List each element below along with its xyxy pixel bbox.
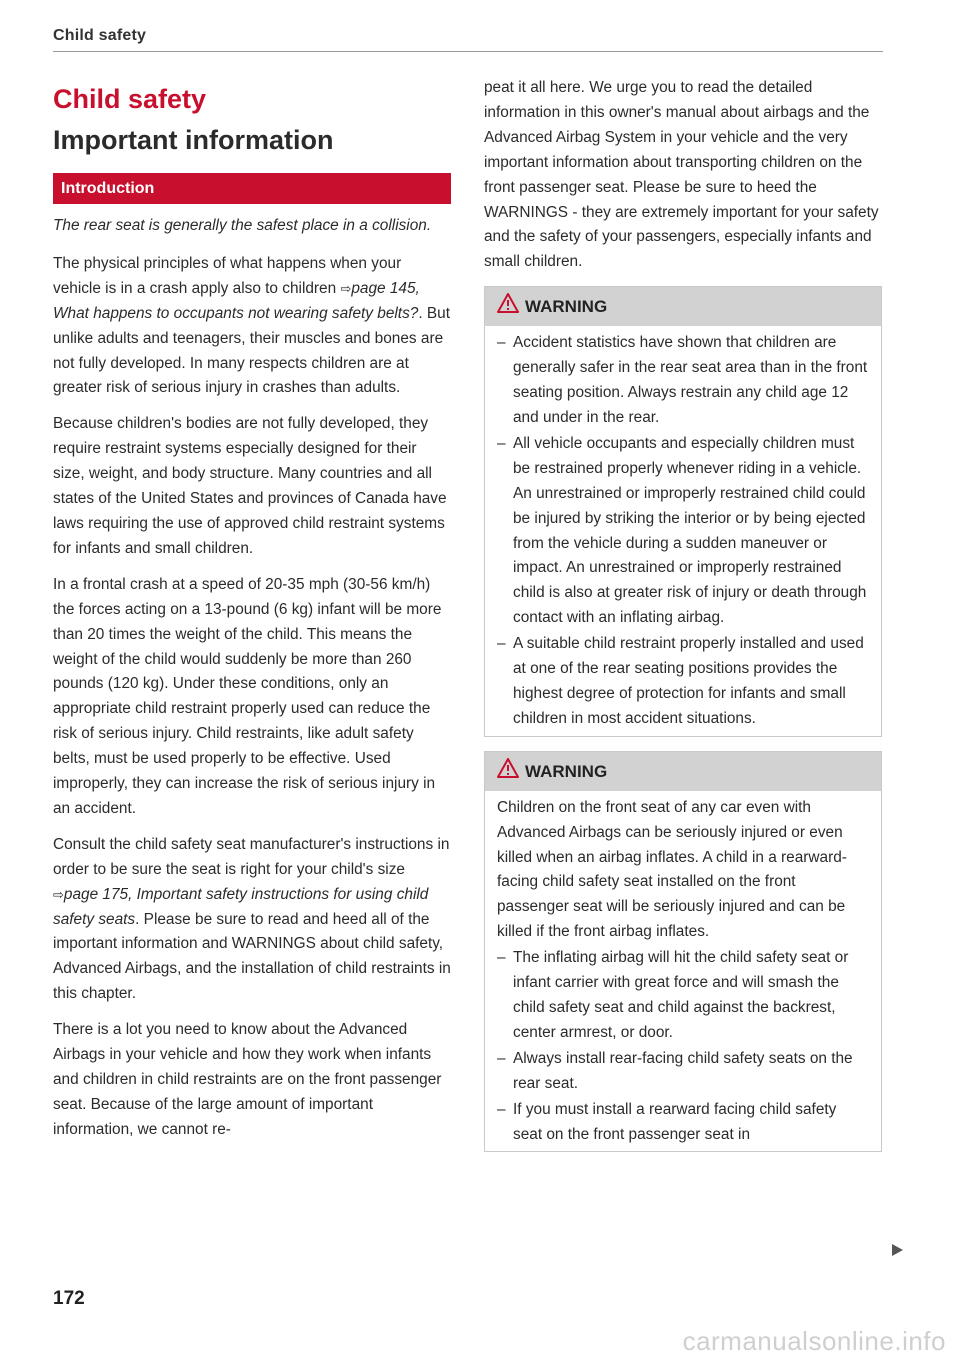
warning-box-1 (484, 286, 882, 737)
warning-body (485, 791, 881, 1152)
watermark: carmanualsonline.info (682, 1326, 946, 1356)
continued-arrow-icon (892, 1244, 903, 1256)
paragraph-advanced-airbags-continued: peat it all here. We urge you to read the detailed information in this owner's manual about airbags and the Advanced Airbag System in your vehicle and the very important information about transporting children on the front passenger seat. Please be sure to heed the WARNINGS - they are extremely important for your safety and the safety of your passengers, especially infants and small children. (484, 79, 879, 271)
warning-item: – A suitable child restraint properly installed and used at one of the rear seating positions provides the highest degree of protection for infants and small children in most accident situations. (497, 632, 869, 732)
warning-box-2 (484, 751, 882, 1153)
para4-text-b: . Please be sure to read and heed all of the important information and WARNINGS about child safety, Advanced Airbags, and the installation of child restraints in this chapter. (53, 910, 451, 1003)
para1-text-a: The physical principles of what happens when your vehicle is in a crash apply also to children (53, 254, 402, 297)
warning-item: – All vehicle occupants and especially children must be restrained properly whenever riding in a vehicle. An unrestrained or improperly restrained child could be injured by striking the interior or by being ejected from the vehicle during a sudden maneuver or impact. An unrestrained or improperly restrained child is also at greater risk of injury or death through contact with an inflating airbag. (497, 432, 869, 631)
warning-item: – Always install rear-facing child safety seats on the rear seat. (497, 1047, 869, 1097)
warning-item: – If you must install a rearward facing child safety seat on the front passenger seat in (497, 1098, 869, 1148)
warning-label: WARNING (525, 761, 608, 781)
warning-item: – Accident statistics have shown that children are generally safer in the rear seat area than in the front seating position. Always restrain any child age 12 and under in the rear. (497, 331, 869, 431)
introduction-heading: Introduction (53, 173, 451, 204)
page-145-ref: page 145, What happens to occupants not wearing safety belts? (53, 279, 420, 322)
para4-text-a: Consult the child safety seat manufacturer's instructions in order to be sure the seat is right for your child's size (53, 835, 450, 878)
warning-header (485, 287, 881, 326)
warning-header (485, 752, 881, 791)
section-title: Important information (53, 125, 334, 155)
warning-triangle-icon (497, 288, 519, 327)
arrow-right-icon: ⇨ (340, 280, 352, 296)
paragraph-crash-forces: In a frontal crash at a speed of 20-35 mph (30-56 km/h) the forces acting on a 13-pound (6 kg) infant will be more than 20 times the weight of the child. This means the weight of the child would suddenly be more than 260 pounds (120 kg). Under these conditions, only an appropriate child restraint properly used can reduce the risk of serious injury. Child restraints, like adult safety belts, must be used properly to be effective. Used improperly, they can increase the risk of serious injury in an accident. (53, 575, 442, 817)
para1-text-b: . But unlike adults and teenagers, their muscles and bones are not fully developed. In many respects children are at greater risk of serious injury in crashes than adults. (53, 304, 450, 397)
right-column (484, 76, 882, 1166)
paragraph-restraint-laws: Because children's bodies are not fully developed, they require restraint systems especially designed for their size, weight, and body structure. Many countries and all states of the United States and provinces of Canada have laws requiring the use of approved child restraint systems for infants and small children. (53, 415, 447, 557)
warning-intro: Children on the front seat of any car even with Advanced Airbags can be seriously injured or even killed when an airbag inflates. A child in a rearward-facing child safety seat installed on the front passenger seat will be seriously injured and can be killed if the front airbag inflates. (497, 798, 847, 941)
arrow-right-icon: ⇨ (53, 886, 64, 902)
running-head: Child safety (53, 27, 147, 44)
paragraph-advanced-airbags: There is a lot you need to know about the Advanced Airbags in your vehicle and how they work when infants and children in child restraints are on the front passenger seat. Because of the large amount of important information, we cannot re- (53, 1021, 442, 1138)
warning-item: – The inflating airbag will hit the child safety seat or infant carrier with great force and will smash the child safety seat and child against the backrest, center armrest, or door. (497, 946, 869, 1046)
header-rule (53, 51, 883, 52)
page-number: 172 (53, 1288, 85, 1309)
chapter-title: Child safety (53, 84, 207, 114)
warning-triangle-icon (497, 753, 519, 792)
paragraph-physical-principles (53, 252, 451, 401)
paragraph-manufacturer-instructions (53, 833, 451, 1007)
warning-body (485, 326, 881, 736)
page-175-ref: page 175, Important safety instructions for using child safety seats (53, 885, 429, 928)
warning-label: WARNING (525, 297, 608, 317)
left-column (53, 70, 451, 1154)
lead-text: The rear seat is generally the safest place in a collision. (53, 217, 432, 234)
